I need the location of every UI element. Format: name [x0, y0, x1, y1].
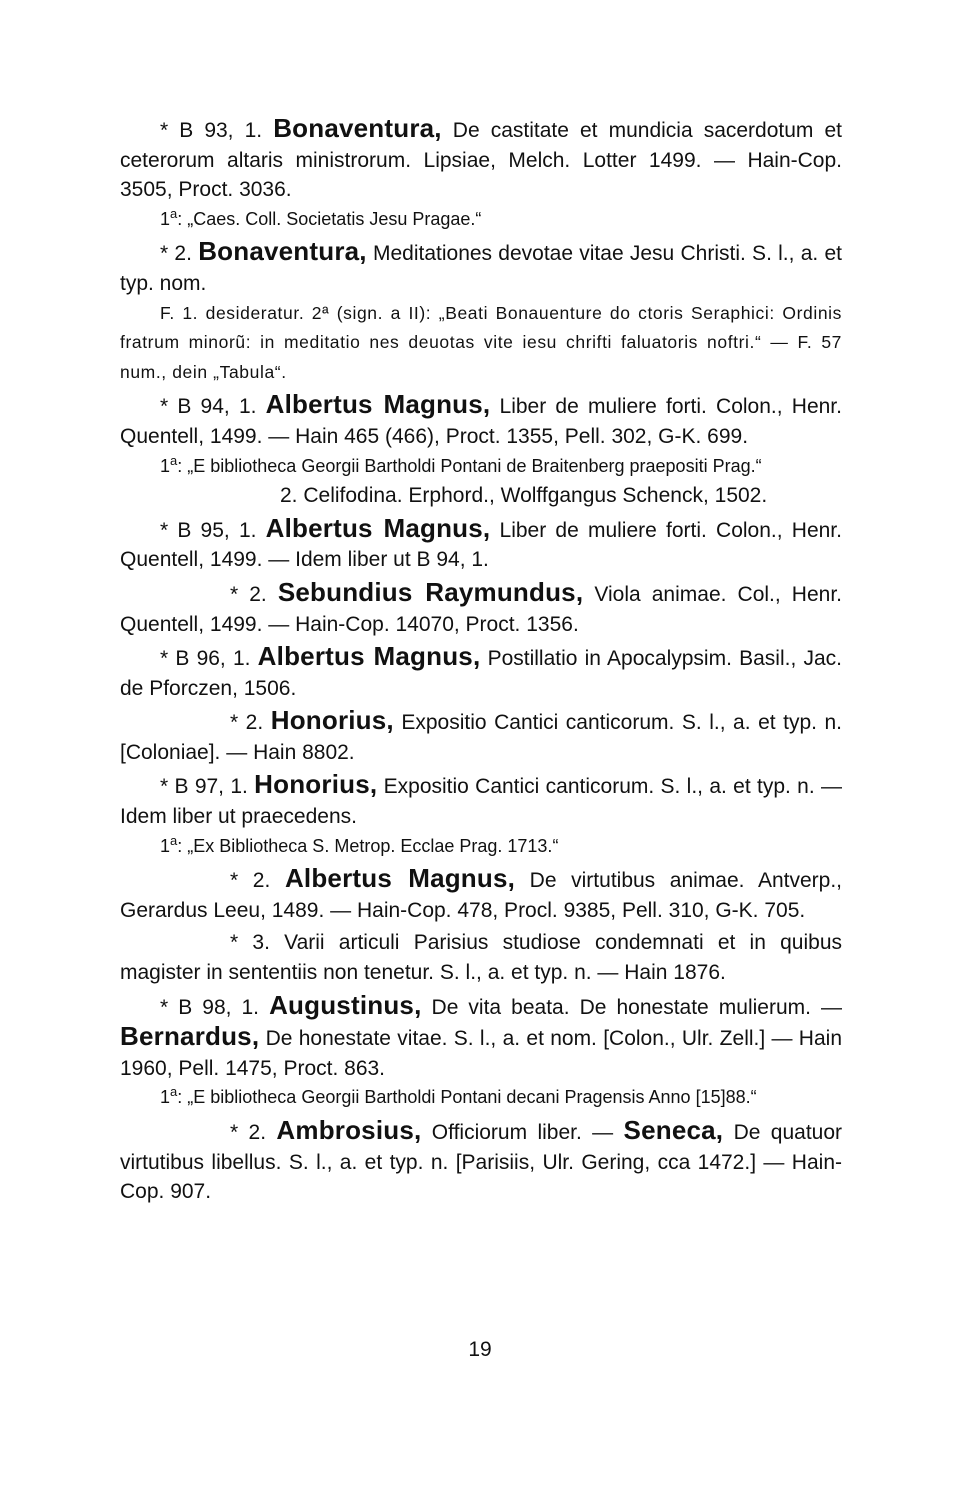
entry-number: * B 95, 1. — [160, 518, 266, 542]
page-number: 19 — [468, 1338, 492, 1361]
entry-number: * 2. — [160, 242, 199, 266]
entry-body: Liber de muliere forti. Colon., Henr. Quentell, 1499. — Idem liber ut B 94, 1. — [120, 518, 842, 572]
author-heading: Honorius, — [254, 769, 378, 800]
entry-number: * 2. — [230, 711, 271, 735]
author-heading: Ambrosius, — [276, 1115, 422, 1145]
entry-body: Postillatio in Apocalypsim. Basil., Jac. de Pforczen, 1506. — [120, 647, 842, 700]
entry-body: Meditationes devotae vitae Jesu Christi. S. l., a. et typ. nom. — [120, 242, 842, 295]
entry-b97-3: * 3. Varii articuli Parisius studiose condemnati et in quibus magister in sententiis non tenetur. S. l., a. et typ. n. — Hain 1876. — [120, 931, 842, 985]
entry-body: De vita beata. De honestate mulierum. — — [421, 995, 842, 1019]
entry-b97-1 — [120, 770, 842, 831]
entry-number: * B 94, 1. — [160, 395, 266, 419]
entry-b95-1 — [120, 514, 842, 575]
entry-body: De honestate vitae. S. l., a. et nom. [Colon., Ulr. Zell.] — Hain 1960, Pell. 1475, Proct. 863. — [120, 1027, 842, 1080]
provenance-note-b98: 1$^a$: „E bibliotheca Georgii Bartholdi Pontani decani Pragensis Anno [15]88.“ — [160, 1084, 757, 1108]
author-heading: Albertus Magnus, — [284, 863, 516, 894]
entry-body: De quatuor virtutibus libellus. S. l., a. et typ. n. [Parisiis, Ulr. Gering, cca 1472.] — Hain-Cop. 907. — [120, 1121, 842, 1204]
entry-b94-2: 2. Celifodina. Erphord., Wolffgangus Schenck, 1502. — [280, 484, 768, 508]
entry-body: Liber de muliere forti. Colon., Henr. Quentell, 1499. — Hain 465 (466), Proct. 1355, Pell. 302, G-K. 699. — [120, 395, 842, 448]
entry-number: * B 93, 1. — [160, 119, 274, 142]
entry-body: Officiorum liber. — — [421, 1121, 624, 1144]
provenance-note-b93: 1$^a$: „Caes. Coll. Societatis Jesu Pragae.“ — [160, 205, 482, 229]
author-heading: Honorius, — [270, 705, 394, 736]
entry-body: De castitate et mundicia sacerdotum et ceterorum altaris ministrorum. Lipsiae, Melch. Lotter 1499. — Hain-Cop. 3505, Proct. 3036. — [120, 119, 843, 202]
provenance-note-b97: 1$^a$: „Ex Bibliotheca S. Metrop. Ecclae Prag. 1713.“ — [160, 832, 559, 856]
provenance-note-b94: 1$^a$: „E bibliotheca Georgii Bartholdi Pontani de Braitenberg praepositi Prag.“ — [160, 452, 762, 476]
author-heading: Seneca, — [623, 1115, 724, 1145]
author-heading: Albertus Magnus, — [265, 512, 491, 543]
entry-b93-2-description: F. 1. desideratur. 2ª (sign. a II): „Beati Bonauenture do ctoris Seraphici: Ordinis fratrum minorũ: in meditatio nes deuotas vite iesu chrifti faluatoris noftri.“ — F. 57 num., dein „Tabula“. — [120, 302, 842, 382]
entry-number: * B 97, 1. — [160, 775, 255, 799]
entry-b93-2 — [120, 237, 842, 298]
author-heading: Bonaventura, — [198, 236, 367, 267]
entry-b98-2 — [120, 1116, 842, 1207]
author-heading: Bernardus, — [120, 1021, 260, 1052]
entry-number: * 2. — [230, 1121, 277, 1144]
entry-body: De virtutibus animae. Antverp., Gerardus Leeu, 1489. — Hain-Cop. 478, Procl. 9385, Pell. 310, G-K. 705. — [120, 869, 843, 922]
entry-body: Expositio Cantici canticorum. S. l., a. et typ. n. [Coloniae]. — Hain 8802. — [120, 711, 842, 764]
entry-body: Expositio Cantici canticorum. S. l., a. et typ. n. — Idem liber ut praecedens. — [120, 775, 842, 829]
author-heading: Sebundius Raymundus, — [277, 576, 584, 607]
entry-number: * B 96, 1. — [160, 647, 258, 671]
author-heading: Bonaventura, — [273, 113, 442, 143]
author-heading: Albertus Magnus, — [265, 389, 491, 420]
entry-number: * 2. — [230, 869, 285, 893]
author-heading: Augustinus, — [269, 989, 422, 1020]
entry-b98-1 — [120, 991, 842, 1084]
entry-b97-2 — [120, 864, 842, 925]
entry-number: * 2. — [230, 582, 278, 606]
entry-b93-1 — [120, 114, 842, 205]
catalogue-text — [120, 114, 842, 1207]
entry-b95-2 — [120, 578, 842, 639]
entry-body: Viola animae. Col., Henr. Quentell, 1499. — Hain-Cop. 14070, Proct. 1356. — [120, 582, 842, 636]
entry-number: * B 98, 1. — [160, 995, 270, 1019]
entry-b96-2 — [120, 706, 842, 767]
entry-b96-1 — [120, 642, 842, 703]
author-heading: Albertus Magnus, — [257, 641, 481, 672]
entry-b94-1 — [120, 390, 842, 451]
